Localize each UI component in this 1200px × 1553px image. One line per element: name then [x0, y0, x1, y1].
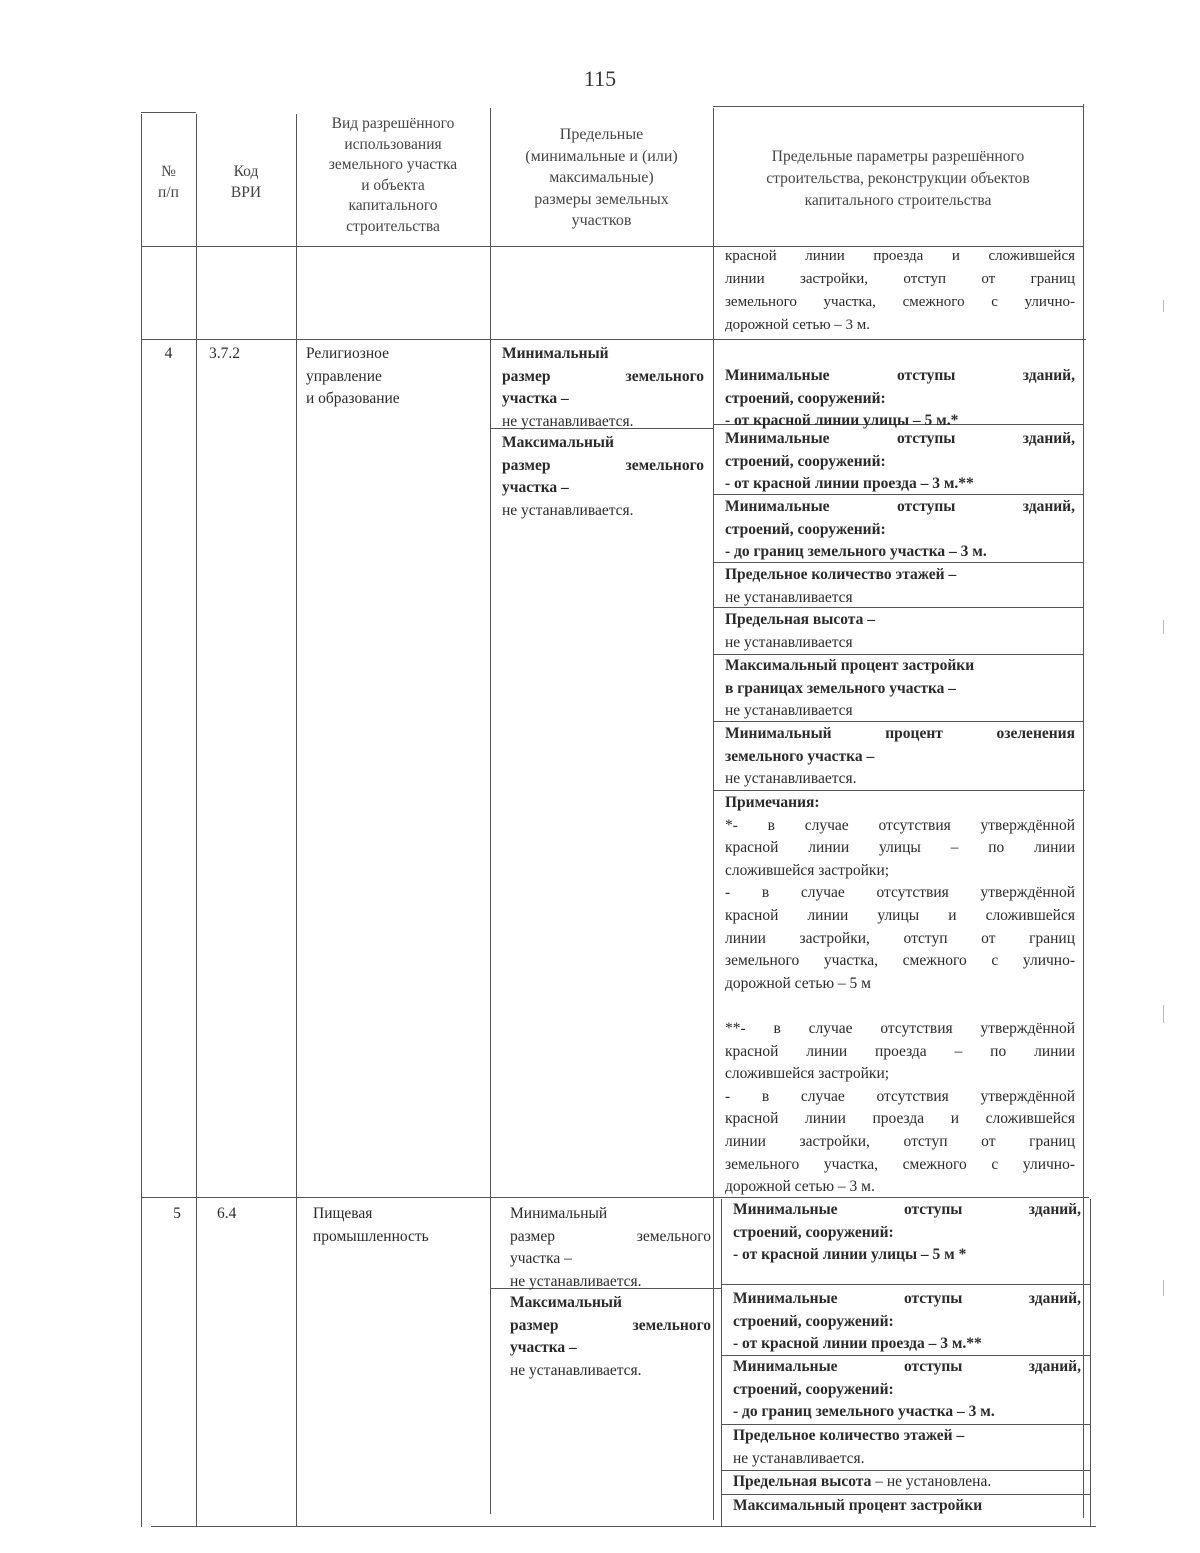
row5-build-percentage: Максимальный процент застройки	[733, 1497, 983, 1514]
row4-height-limit: Предельная высота – не устанавливается	[725, 611, 875, 651]
row4-build-percentage: Максимальный процент застройки в границах земельного участка – не устанавливается	[725, 657, 975, 720]
header-construction-params: Предельные параметры разрешённого строительства, реконструкции объектов капитального строительства	[766, 148, 1030, 209]
scan-artifact	[1163, 1280, 1164, 1296]
column-divider	[713, 108, 714, 1520]
header-code: Код ВРИ	[230, 163, 262, 201]
row5-setback-driveway: Минимальные отступы зданий, строений, сооружений: - от красной линии проезда – 3 м.**	[733, 1290, 1081, 1353]
header-permitted-use: Вид разрешённого использования земельного участка и объекта капитального строительства	[328, 115, 458, 235]
column-divider	[296, 114, 297, 1527]
row5-max-size: Максимальный размер земельного участка – не устанавливается.	[510, 1294, 711, 1379]
header-plot-size: Предельные (минимальные и (или) максимальные) размеры земельных участков	[525, 126, 678, 229]
row5-permitted-use: Пищевая промышленность	[313, 1205, 429, 1245]
row4-floors-limit: Предельное количество этажей – не устанавливается	[725, 566, 957, 606]
row4-setback-street: Минимальные отступы зданий, строений, сооружений: - от красной линии улицы – 5 м.*	[725, 367, 1075, 430]
table-border-right	[1083, 104, 1084, 1518]
row5-setback-street: Минимальные отступы зданий, строений, сооружений: - от красной линии улицы – 5 м *	[733, 1201, 1081, 1264]
row4-permitted-use: Религиозное управление и образование	[306, 345, 400, 408]
row5-height-limit: Предельная высота – не установлена.	[733, 1473, 992, 1490]
table-border-left	[141, 114, 142, 1527]
row4-notes: Примечания: *- в случае отсутствия утверждённой красной линии улицы – по линии сложившейся застройки; - в случае отсутствия утверждённой красной линии улицы и сложившейся линии застройки, отступ от границ земельного участка, смежного с улично- дорожной сетью – 5 м **- в случае отсутствия утверждённой красной линии проезда – по линии сложившейся застройки; - в случае отсутствия утверждённой красной линии проезда и сложившейся линии застройки, отступ от границ земельного участка, смежного с улично- дорожной сетью – 3 м.	[725, 794, 1075, 1196]
column-divider	[196, 114, 197, 1527]
row4-number: 4	[164, 345, 173, 362]
row5-min-size: Минимальный размер земельного участка – не устанавливается.	[510, 1205, 711, 1290]
table-border-right	[1090, 1199, 1091, 1526]
scan-artifact	[1163, 620, 1164, 634]
row4-setback-driveway: Минимальные отступы зданий, строений, сооружений: - от красной линии проезда – 3 м.**	[725, 430, 1075, 493]
continuation-params: красной линии проезда и сложившейся линии застройки, отступ от границ земельного участка, смежного с улично- дорожной сетью – 3 м.	[725, 248, 1075, 333]
cell-separator	[721, 1284, 1090, 1285]
row4-setback-plot: Минимальные отступы зданий, строений, сооружений: - до границ земельного участка – 3 м.	[725, 498, 1075, 561]
row5-code: 6.4	[217, 1205, 237, 1222]
table-border-bottom	[151, 1526, 1096, 1527]
page-number: 115	[583, 66, 617, 91]
row4-min-size: Минимальный размер земельного участка – не устанавливается.	[502, 345, 704, 430]
table-border-top	[141, 112, 196, 113]
row5-setback-plot: Минимальные отступы зданий, строений, сооружений: - до границ земельного участка – 3 м.	[733, 1358, 1081, 1421]
column-divider	[490, 108, 491, 1514]
scan-artifact	[1163, 300, 1164, 312]
table-border-top	[713, 106, 1083, 107]
row4-greening-percentage: Минимальный процент озеленения земельного участка – не устанавливается.	[725, 725, 1075, 788]
row5-number: 5	[173, 1205, 181, 1222]
header-number: № п/п	[158, 163, 179, 201]
row4-max-size: Максимальный размер земельного участка – не устанавливается.	[502, 434, 704, 519]
row4-code: 3.7.2	[209, 345, 240, 362]
scan-artifact	[1163, 1005, 1164, 1023]
row5-floors-limit: Предельное количество этажей – не устанавливается.	[733, 1427, 965, 1467]
row-separator	[141, 339, 1086, 340]
column-divider	[721, 1199, 722, 1526]
